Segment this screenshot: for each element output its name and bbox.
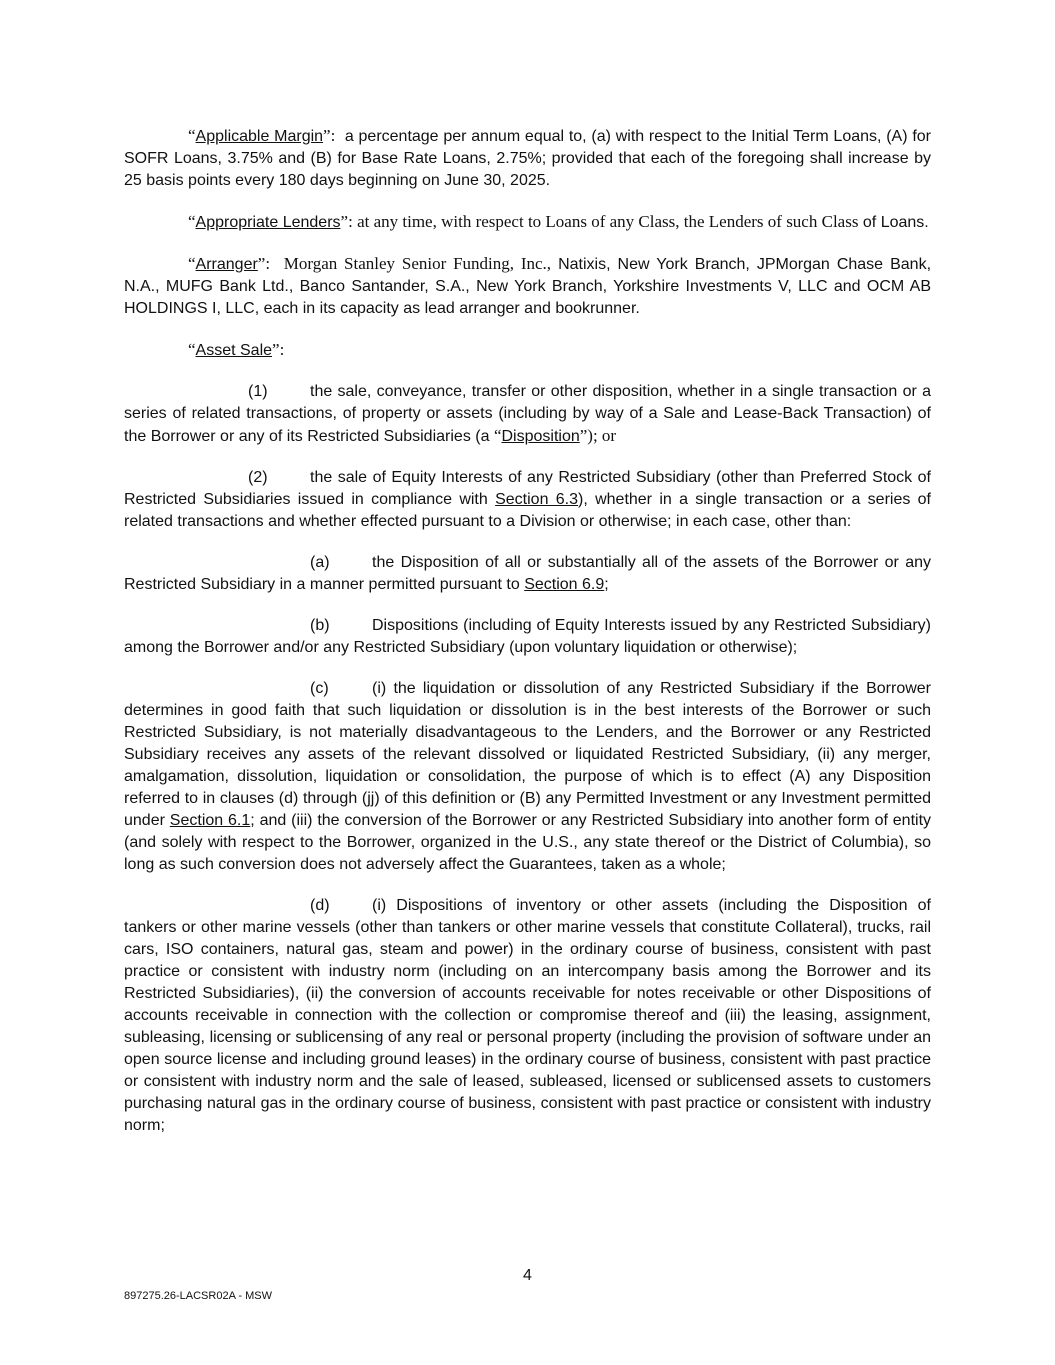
document-body — [124, 125, 931, 1156]
clause-a-text-before: the Disposition of all or substantially all of the assets of the Borrower or any Restricted Subsidiary in a manner permitted pursuant to — [124, 554, 931, 593]
clause-c-text-before: (i) the liquidation or dissolution of any Restricted Subsidiary if the Borrower determines in good faith that such liquidation or dissolution is in the best interests of the Borrower or such Restricted Subsidiary, is not materially disadvantageous to the Lenders, and the Borrower or any Restricted Subsidiary receives any assets of the relevant dissolved or liquidated Restricted Subsidiary, (ii) any merger, amalgamation, dissolution, liquidation or consolidation, the purpose of which is to effect (A) any Disposition referred to in clauses (d) through (jj) of this definition or (B) any Permitted Investment or any Investment permitted under — [124, 680, 931, 829]
definition-asset-sale: “Asset Sale”: — [188, 340, 285, 359]
item-2-text-after: ), whether in a single transaction or a series of related transactions and whether effected pursuant to a Division or otherwise; in each case, other than: — [124, 491, 932, 530]
appropriate-lenders-text: at any time, with respect to Loans of any Class, the Lenders of such Class — [357, 212, 859, 231]
page-number: 4 — [523, 1267, 532, 1284]
definition-arranger: “Arranger”: Morgan Stanley Senior Funding, Inc., Natixis, New York Branch, JPMorgan Chase Bank, N.A., MUFG Bank Ltd., Banco Santander, S.A., New York Branch, Yorkshire Investments V, LLC and OCM AB HOLDINGS I, LLC, each in its capacity as lead arranger and bookrunner. — [124, 254, 932, 317]
term-appropriate-lenders: Appropriate Lenders — [195, 214, 341, 231]
definition-appropriate-lenders: “Appropriate Lenders”: at any time, with respect to Loans of any Class, the Lenders of such Class of Loans. — [188, 212, 929, 231]
clause-c-text-after: ; and (iii) the conversion of the Borrower or any Restricted Subsidiary into another form of entity (and solely with respect to the Borrower, organized in the U.S., any state thereof or the District of Columbia), so long as such conversion does not adversely affect the Guarantees, taken as a whole; — [124, 812, 932, 873]
clause-d-text: (i) Dispositions of inventory or other assets (including the Disposition of tankers or other marine vessels (other than tankers or other marine vessels that constitute Collateral), trucks, rail cars, ISO containers, natural gas, steam and power) in the ordinary course of business, consistent with past practice or consistent with industry norm (including on an intercompany basis among the Borrower and its Restricted Subsidiaries), (ii) the conversion of accounts receivable for notes receivable or other Dispositions of accounts receivable in connection with the collection or compromise thereof and (iii) the leasing, assignment, subleasing, licensing or sublicensing of any real or personal property (including the provision of software under an open source license and including ground leases) in the ordinary course of business, consistent with past practice or consistent with industry norm and the sale of leased, subleased, licensed or sublicensed assets to customers purchasing natural gas in the ordinary course of business, consistent with past practice or consistent with industry norm; — [124, 897, 931, 1134]
term-asset-sale: Asset Sale — [195, 342, 273, 359]
clause-marker: (a) — [310, 554, 330, 571]
asset-sale-item-2 — [124, 467, 931, 533]
item-marker: (1) — [248, 383, 268, 400]
document-id: 897275.26-LACSR02A - MSW — [124, 1290, 272, 1302]
arranger-text: Natixis, New York Branch, JPMorgan Chase Bank, N.A., MUFG Bank Ltd., Banco Santander, S.A., New York Branch, Yorkshire Investments V, LLC and OCM AB HOLDINGS I, LLC, each in its capacity as lead arranger and bookrunner. — [124, 256, 932, 317]
clause-marker: (d) — [310, 897, 330, 914]
asset-sale-clause-b — [124, 615, 931, 659]
term-arranger: Arranger — [195, 256, 258, 273]
item-2-text-before: the sale of Equity Interests of any Restricted Subsidiary (other than Preferred Stock of Restricted Subsidiaries issued in compliance with — [124, 469, 931, 508]
appropriate-lenders-tail: of Loans. — [862, 214, 929, 231]
definition-applicable-margin: “Applicable Margin”: a percentage per annum equal to, (a) with respect to the Initial Term Loans, (A) for SOFR Loans, 3.75% and (B) for Base Rate Loans, 2.75%; provided that each of the foregoing shall increase by 25 basis points every 180 days beginning on June 30, 2025. — [124, 126, 931, 189]
applicable-margin-text: a percentage per annum equal to, (a) with respect to the Initial Term Loans, (A) for SOFR Loans, 3.75% and (B) for Base Rate Loans, 2.75%; provided that each of the foregoing shall increase by 25 basis points every 180 days beginning on June 30, 2025. — [124, 128, 931, 189]
item-marker: (2) — [248, 469, 268, 486]
clause-marker: (b) — [310, 617, 330, 634]
asset-sale-clause-a — [124, 552, 931, 596]
asset-sale-item-1: (1) the sale, conveyance, transfer or other disposition, whether in a single transaction or a series of related transactions, of property or assets (including by way of a Sale and Lease-Back Transaction) of the Borrower or any of its Restricted Subsidiaries (a “Disposition”); or — [124, 383, 931, 445]
term-disposition: Disposition — [501, 428, 580, 445]
item-1-tail: ”); or — [579, 426, 617, 445]
asset-sale-clause-d — [124, 895, 931, 1137]
arranger-serif-text: Morgan Stanley Senior Funding, Inc., — [283, 254, 552, 273]
clause-a-text-after: ; — [604, 576, 609, 593]
section-ref: Section 6.1 — [169, 812, 251, 829]
section-ref: Section 6.9 — [524, 576, 605, 593]
asset-sale-clause-c — [124, 678, 931, 876]
clause-b-text: Dispositions (including of Equity Interests issued by any Restricted Subsidiary) among the Borrower and/or any Restricted Subsidiary (upon voluntary liquidation or otherwise); — [124, 617, 931, 656]
term-applicable-margin: Applicable Margin — [195, 128, 324, 145]
clause-marker: (c) — [310, 680, 329, 697]
item-1-text: the sale, conveyance, transfer or other disposition, whether in a single transaction or a series of related transactions, of property or assets (including by way of a Sale and Lease-Back Transaction) of the Borrower or any of its Restricted Subsidiaries (a — [124, 383, 931, 445]
section-ref: Section 6.3 — [495, 491, 579, 508]
